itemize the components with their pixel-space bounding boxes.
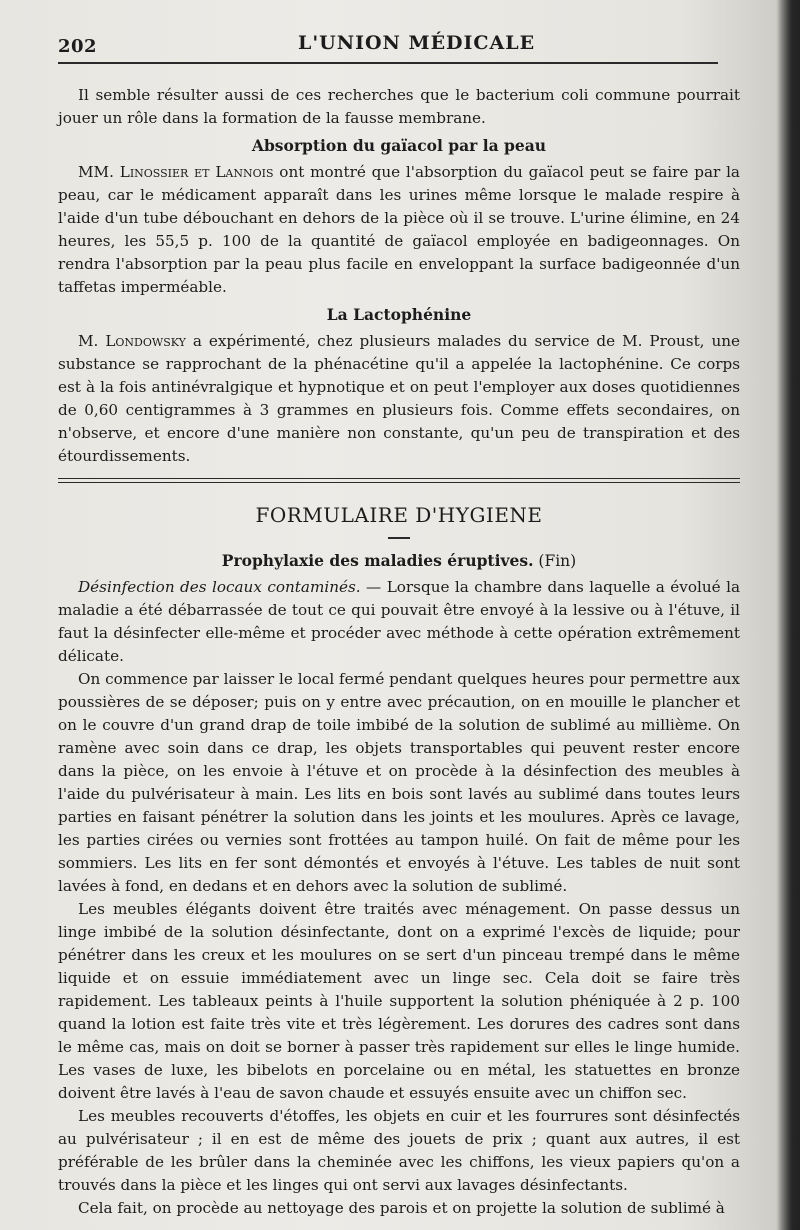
running-header (58, 30, 718, 60)
binding-shadow (778, 0, 800, 1230)
subtitle-suffix: (Fin) (533, 552, 577, 570)
lactophenine-paragraph (58, 330, 740, 468)
gaiacol-authors: MM. Linossier et Lannois (78, 163, 274, 181)
section-title-gaiacol: Absorption du gaïacol par la peau (251, 136, 547, 155)
paragraph-1-body: — Lorsque la chambre dans laquelle a évolué la maladie a été débarrassée de tout ce qui pouvait être envoyé à la lessive ou à l'étuve, il faut la désinfecter elle-même et procéder avec méthode à cette opération extrêmement délicate. (58, 578, 740, 665)
formulaire-paragraph-5: Cela fait, on procède au nettoyage des parois et on projette la solution de sublimé à (78, 1199, 725, 1217)
gaiacol-body: ont montré que l'absorption du gaïacol peut se faire par la peau, car le médicament apparaît dans les urines même lorsque le malade respire à l'aide d'un tube débouchant en dehors de la pièce où il se trouve. L'urine élimine, en 24 heures, les 55,5 p. 100 de la quantité de gaïacol employée en badigeonnages. On rendra l'absorption par la peau plus facile en enveloppant la surface badigeonnée d'un taffetas imperméable. (58, 163, 740, 296)
formulaire-subtitle (58, 551, 740, 570)
section-divider (58, 478, 740, 483)
header-rule (58, 62, 718, 64)
lactophenine-author: M. Londowsky (78, 332, 186, 350)
title-dash (388, 537, 410, 539)
paragraph-1-lead: Désinfection des locaux contaminés. (78, 578, 361, 596)
formulaire-paragraph-3: Les meubles élégants doivent être traités avec ménagement. On passe dessus un linge imbibé de la solution désinfectante, dont on a exprimé l'excès de liquide; pour pénétrer dans les creux et les moulures on se sert d'un pinceau trempé dans le même liquide et on essuie immédiatement avec un linge sec. Cela doit se faire très rapidement. Les tableaux peints à l'huile supportent la solution phéniquée à 2 p. 100 quand la lotion est faite très vite et très légèrement. Les dorures des cadres sont dans le même cas, mais on doit se borner à passer très rapidement sur elles le linge humide. Les vases de luxe, les bibelots en porcelaine ou en métal, les statuettes en bronze doivent être lavés à l'eau de savon chaude et essuyés ensuite avec un chiffon sec. (58, 900, 740, 1102)
lactophenine-body: a expérimenté, chez plusieurs malades du service de M. Proust, une substance se rapprochant de la phénacétine qu'il a appelée la lactophénine. Ce corps est à la fois antinévralgique et hypnotique et on peut l'employer aux doses quotidiennes de 0,60 centigrammes à 3 grammes en plusieurs fois. Comme effets secondaires, on n'observe, et encore d'une manière non constante, qu'un peu de transpiration et des étourdissements. (58, 332, 740, 465)
journal-title: L'UNION MÉDICALE (298, 32, 536, 54)
page-number: 202 (58, 36, 98, 57)
page-content (58, 84, 740, 1220)
formulaire-paragraph-4: Les meubles recouverts d'étoffes, les objets en cuir et les fourrures sont désinfectés au pulvérisateur ; il en est de même des jouets de prix ; quant aux autres, il est préférable de les brûler dans la cheminée avec les chiffons, les vieux papiers qu'on a trouvés dans la pièce et les linges qui ont servi aux lavages désinfectants. (58, 1107, 740, 1194)
formulaire-title: FORMULAIRE D'HYGIENE (255, 503, 543, 527)
subtitle-main: Prophylaxie des maladies éruptives. (221, 551, 534, 570)
formulaire-paragraph-2: On commence par laisser le local fermé pendant quelques heures pour permettre aux poussières de se déposer; puis on y entre avec précaution, on en mouille le plancher et on le couvre d'un grand drap de toile imbibé de la solution de sublimé au millième. On ramène avec soin dans ce drap, les objets transportables qui peuvent rester encore dans la pièce, on les envoie à l'étuve et on procède à la désinfection des meubles à l'aide du pulvérisateur à main. Les lits en bois sont lavés au sublimé dans toutes leurs parties en faisant pénétrer la solution dans les joints et les moulures. Après ce lavage, les parties cirées ou vernies sont frottées au tampon huilé. On fait de même pour les sommiers. Les lits en fer sont démontés et envoyés à l'étuve. Les tables de nuit sont lavées à fond, en dedans et en dehors avec la solution de sublimé. (58, 670, 740, 895)
formulaire-paragraph-1 (58, 576, 740, 668)
gaiacol-paragraph (58, 161, 740, 299)
section-title-lactophenine: La Lactophénine (326, 305, 472, 324)
intro-paragraph: Il semble résulter aussi de ces recherches que le bacterium coli commune pourrait jouer un rôle dans la formation de la fausse membrane. (58, 86, 740, 127)
